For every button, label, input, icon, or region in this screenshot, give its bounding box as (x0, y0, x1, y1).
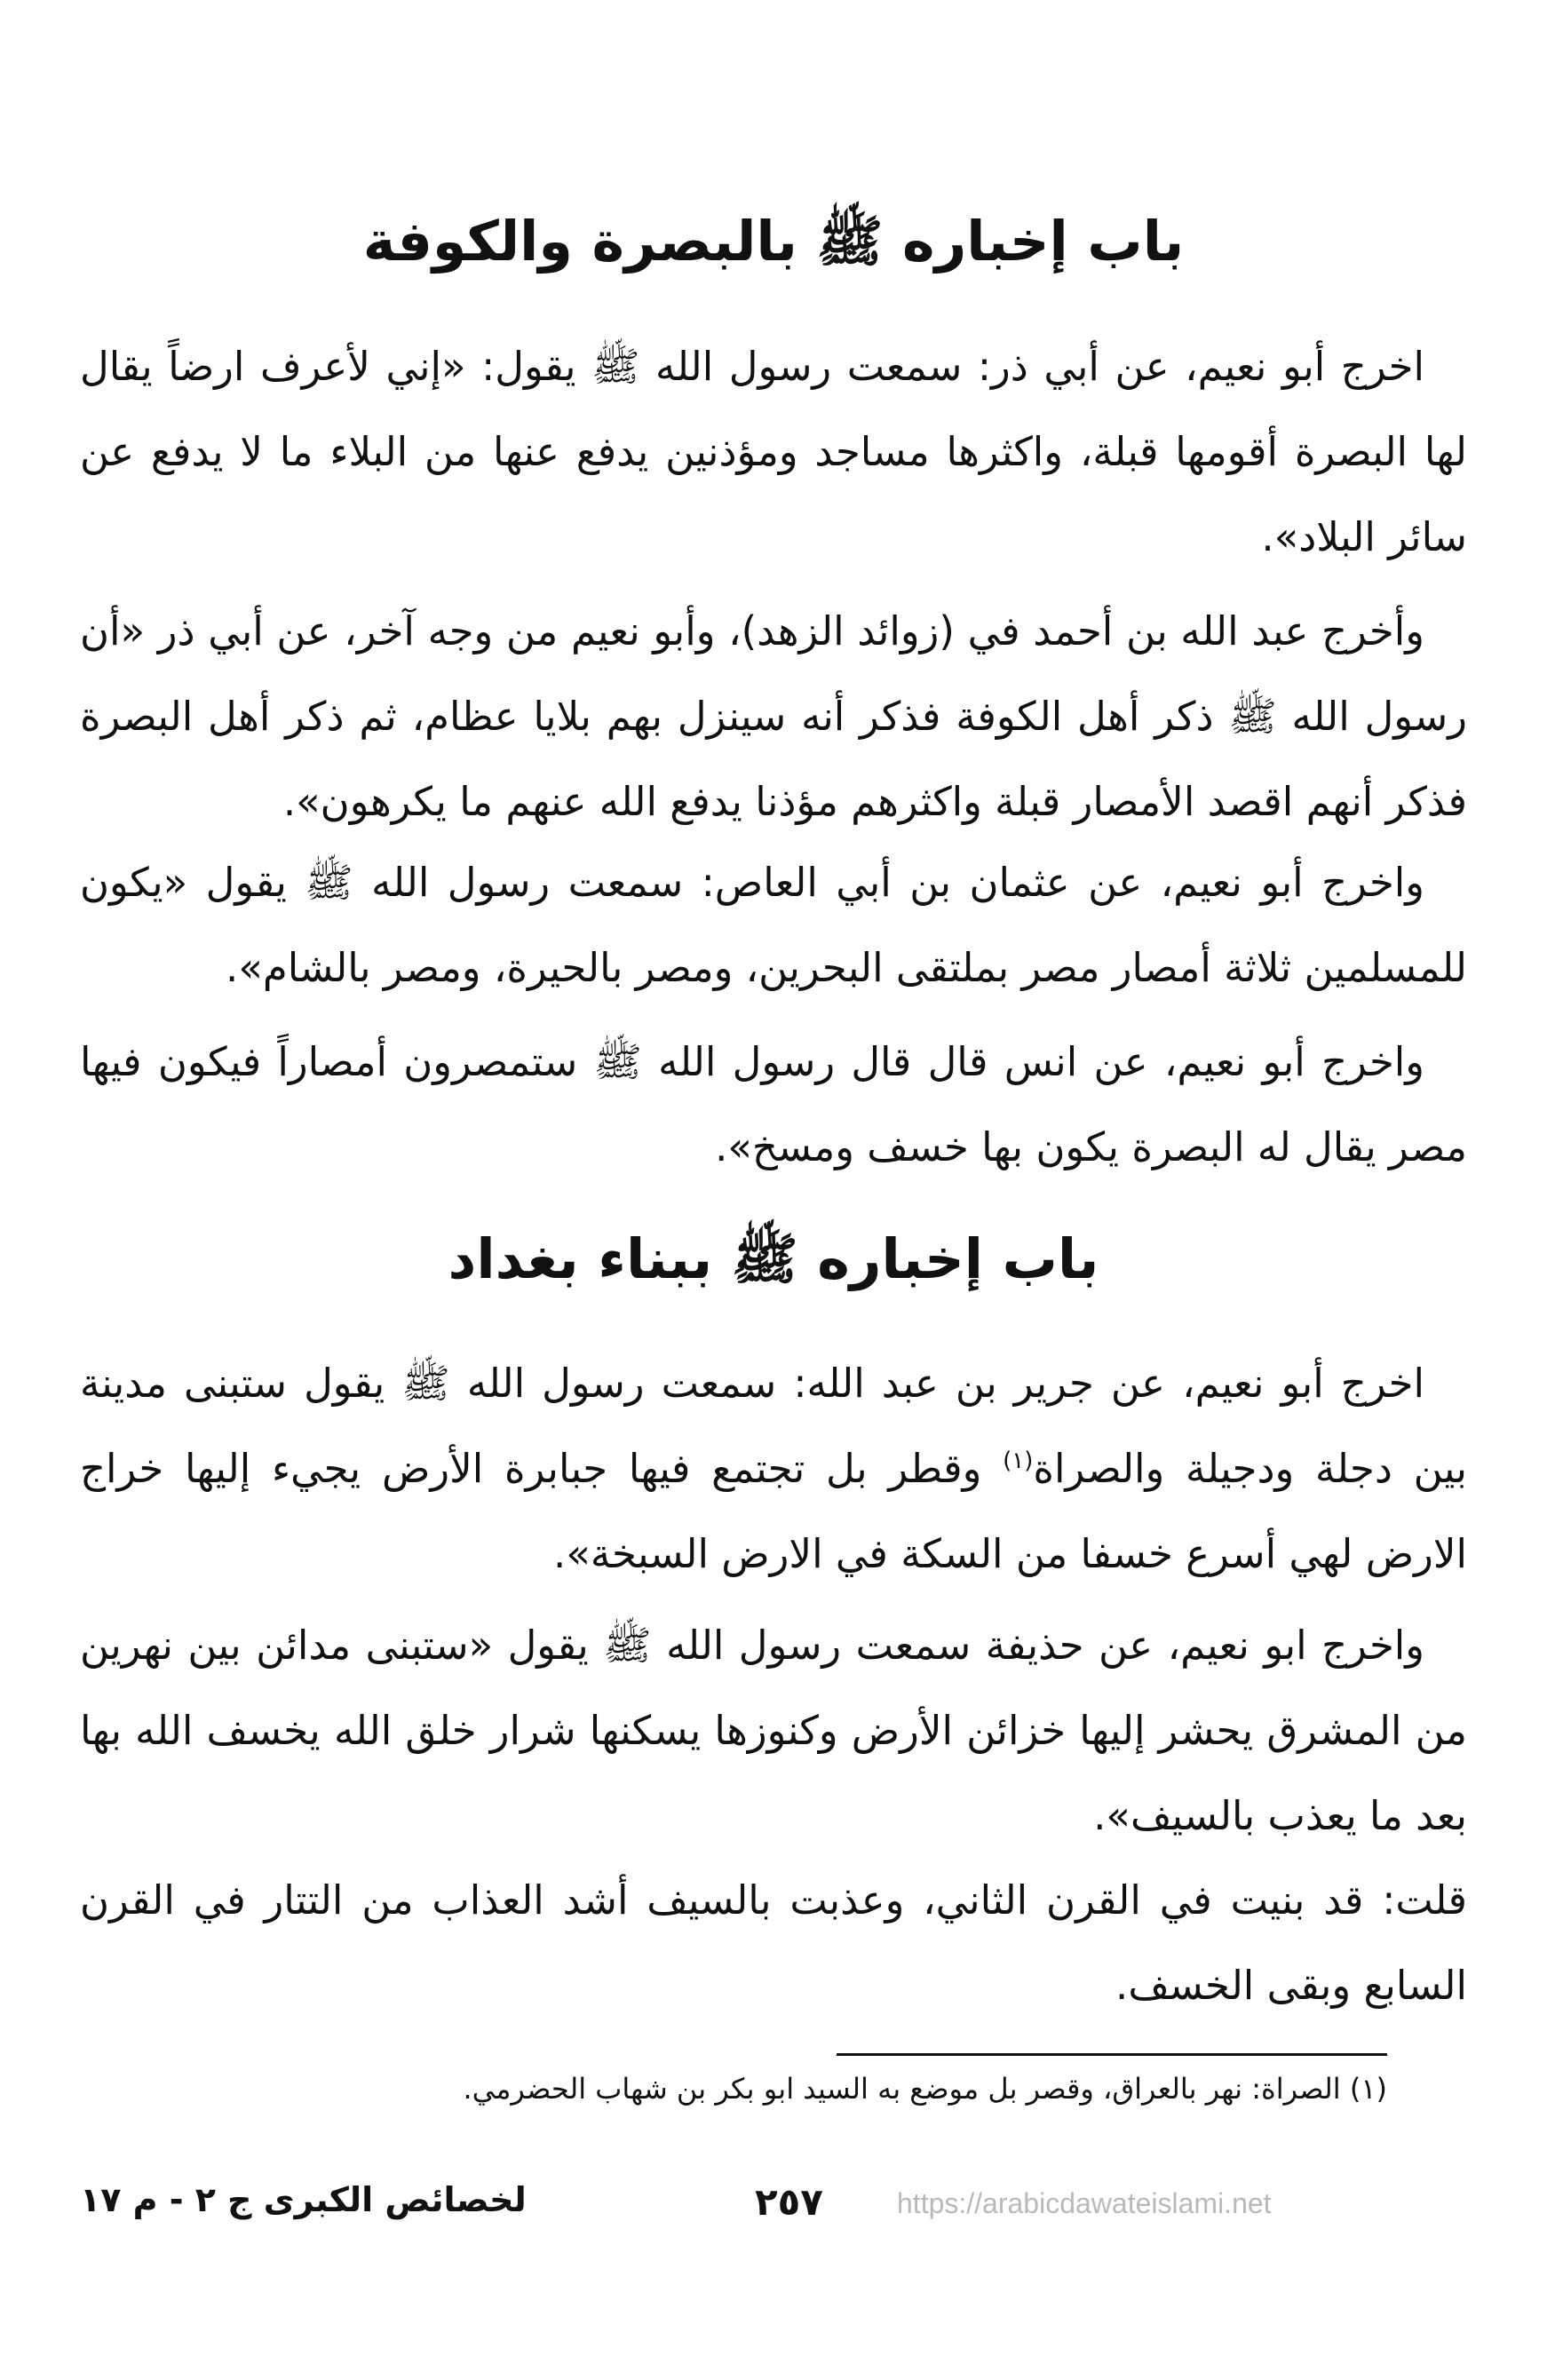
paragraph-uthman-ibn-abi-al-as: واخرج أبو نعيم، عن عثمان بن أبي العاص: سمعت رسول الله ﷺ يقول «يكون للمسلمين ثلاثة أمصار مصر بملتقى البحرين، ومصر بالحيرة، ومصر بالشام». (80, 859, 1467, 991)
page-footer (80, 2180, 1467, 2242)
paragraph-author-note: قلت: قد بنيت في القرن الثاني، وعذبت بالسيف أشد العذاب من التتار في القرن السابع وبقى الخسف. (80, 1876, 1467, 2009)
source-watermark: https://arabicdawateislami.net (897, 2187, 1272, 2219)
book-reference: لخصائص الكبرى ج ٢ - م ١٧ (80, 2180, 527, 2219)
page-number: ٢٥٧ (755, 2180, 823, 2224)
footnote-marker: (١) (1003, 1448, 1034, 1474)
section-heading-baghdad: باب إخباره ﷺ ببناء بغداد (448, 1226, 1099, 1291)
paragraph-hudhayfa: واخرج ابو نعيم، عن حذيفة سمعت رسول الله ﷺ يقول «ستبنى مدائن بين نهرين من المشرق يحشر إليها خزائن الأرض وكنوزها يسكنها شرار خلق الله يخسف الله بها بعد ما يعذب بالسيف». (80, 1622, 1467, 1839)
paragraph-jarir (80, 1341, 1467, 1597)
paragraph-anas: واخرج أبو نعيم، عن انس قال قال رسول الله ﷺ ستمصرون أمصاراً فيكون فيها مصر يقال له البصرة يكون بها خسف ومسخ». (80, 1038, 1467, 1170)
paragraph-abu-dharr: اخرج أبو نعيم، عن أبي ذر: سمعت رسول الله ﷺ يقول: «إني لأعرف ارضاً يقال لها البصرة أقومها قبلة، واكثرها مساجد ومؤذنين يدفع عنها من البلاء ما لا يدفع عن سائر البلاد». (80, 343, 1467, 560)
section-heading-basra-kufa: باب إخباره ﷺ بالبصرة والكوفة (362, 209, 1185, 274)
footnote-divider (837, 2053, 1387, 2056)
paragraph-abdullah-ibn-ahmad: وأخرج عبد الله بن أحمد في (زوائد الزهد)، وأبو نعيم من وجه آخر، عن أبي ذر «أن رسول الله ﷺ ذكر أهل الكوفة فذكر أنه سينزل بهم بلايا عظام، ثم ذكر أهل البصرة فذكر أنهم اقصد الأمصار قبلة واكثرهم مؤذنا يدفع الله عنهم ما يكرهون». (80, 607, 1467, 825)
footnote-text: (١) الصراة: نهر بالعراق، وقصر بل موضع به السيد ابو بكر بن شهاب الحضرمي. (463, 2072, 1387, 2106)
paragraph-jarir-text-2: وقطر بل تجتمع فيها جبابرة الأرض يجيء إليها خراج الارض لهي أسرع خسفا من السكة في الارض السبخة». (80, 1445, 1467, 1577)
paragraph-jarir-text-1: اخرج أبو نعيم، عن جرير بن عبد الله: سمعت رسول الله ﷺ يقول ستبنى مدينة بين دجلة ودجيلة والصراة (80, 1360, 1467, 1492)
